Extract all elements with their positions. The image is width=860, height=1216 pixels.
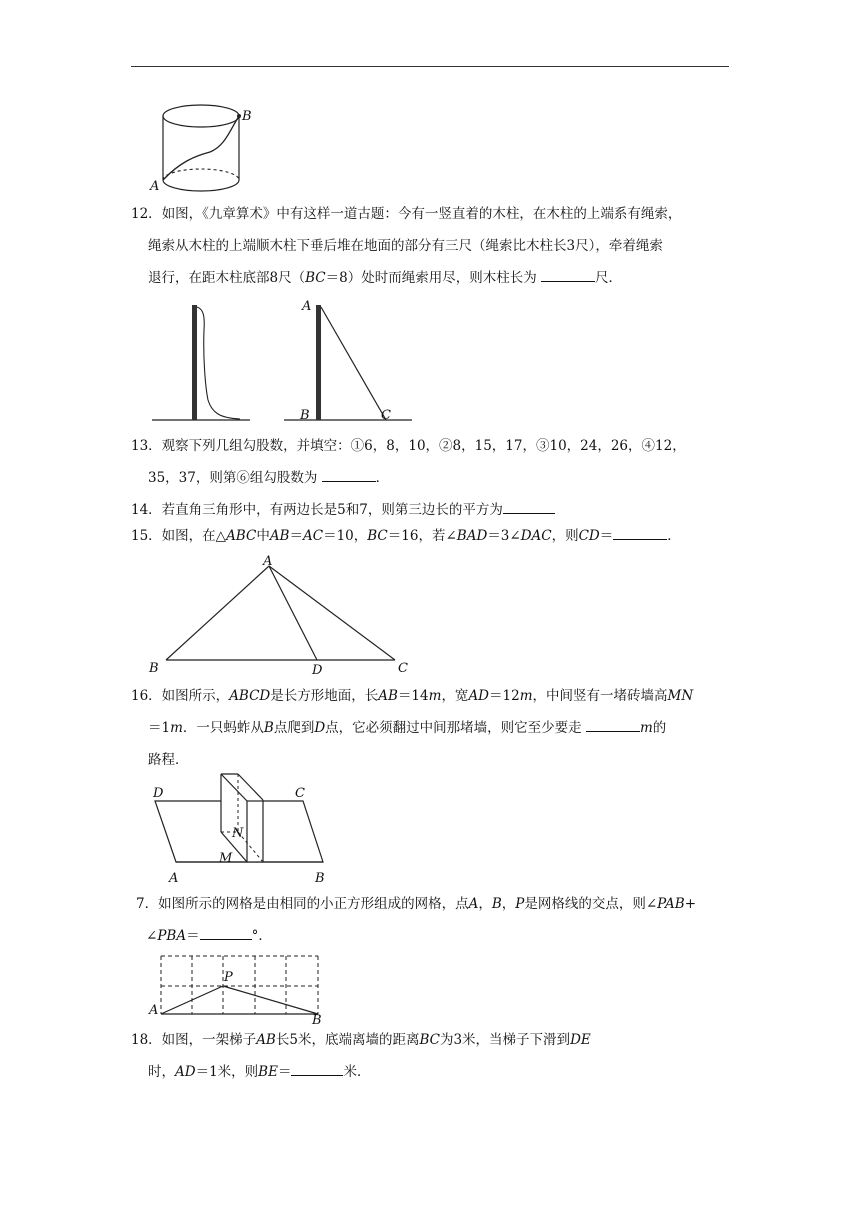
q17-var-pba: PBA: [157, 928, 187, 944]
triangle-figure: [145, 552, 415, 677]
q18-text-b: 长5米，底端离墙的距离: [275, 1032, 420, 1048]
wall-figure: [145, 770, 345, 888]
triangle-label-c: C: [398, 661, 408, 676]
q12-unit: 尺．: [595, 270, 622, 286]
q16-text-i: 点爬到: [273, 720, 315, 736]
question-12: [131, 198, 731, 294]
q12-number: 12．: [131, 206, 162, 222]
triangle-label-d: D: [312, 663, 323, 678]
q15-text-h: ＝: [599, 528, 614, 544]
q17-plus: +: [684, 896, 696, 912]
q16-text-d: ，宽: [441, 688, 469, 704]
q15-var-abc: ABC: [226, 528, 257, 544]
q15-var-bad: BAD: [456, 528, 488, 544]
q16-text-f: ，中间竖有一堵砖墙高: [532, 688, 668, 704]
q17-var-pab: PAB: [657, 896, 685, 912]
header-rule: [131, 66, 729, 67]
q16-text-g: ＝1: [148, 720, 171, 736]
q18-unit: 米．: [343, 1064, 371, 1080]
q15-text-d: ＝10，: [323, 528, 368, 544]
wall-label-b: B: [315, 871, 325, 886]
q16-var-d: D: [314, 720, 326, 736]
q15-var-bc: BC: [367, 528, 388, 544]
q17-var-a: A: [468, 896, 479, 912]
wall-label-d: D: [153, 786, 164, 801]
pole-label-c: C: [381, 408, 391, 423]
q17-comma-1: ，: [478, 896, 492, 912]
pole-figure: [150, 295, 420, 425]
q18-text-e: ＝1米，则: [195, 1064, 259, 1080]
pole-label-a: A: [302, 299, 312, 314]
q16-text-j: 点，它必须翻过中间那堵墙，则它至少要走: [325, 720, 586, 736]
q16-unit-m1: m: [428, 688, 442, 704]
q17-equals: ＝: [186, 928, 200, 944]
q15-answer-blank[interactable]: [613, 525, 667, 540]
q18-text-a: 18．如图，一架梯子: [131, 1032, 257, 1048]
q16-unit-m4: m: [639, 720, 653, 736]
q16-answer-blank[interactable]: [586, 717, 640, 732]
question-13: [131, 430, 731, 494]
cylinder-label-a: A: [150, 179, 160, 194]
q16-text-h: ．一只蚂蚱从: [182, 720, 264, 736]
q17-var-b: B: [491, 896, 502, 912]
q12-text-line2: 绳索从木柱的上端顺木柱下垂后堆在地面的部分有三尺（绳索比木柱长3尺），牵着绳索: [148, 238, 663, 254]
q17-angle: ∠: [146, 928, 158, 944]
q15-period: ．: [667, 528, 681, 544]
question-18: [131, 1024, 731, 1088]
q15-var-dac: DAC: [520, 528, 552, 544]
q13-period: ．: [375, 470, 390, 486]
q18-text-c: 为3米，当梯子下滑到: [439, 1032, 571, 1048]
q15-text-b: 中: [256, 528, 270, 544]
q16-var-ab: AB: [378, 688, 398, 704]
grid-label-a: A: [149, 1003, 159, 1018]
q16-text-c: ＝14: [397, 688, 429, 704]
q17-text-a: 7．如图所示的网格是由相同的小正方形组成的网格，点: [136, 896, 469, 912]
q15-var-ab: AB: [269, 528, 290, 544]
q16-unit-m2: m: [519, 688, 533, 704]
q16-var-mn: MN: [667, 688, 694, 704]
q17-answer-blank[interactable]: [200, 925, 252, 940]
question-15: [131, 520, 731, 552]
q12-answer-blank[interactable]: [541, 267, 595, 282]
q13-answer-blank[interactable]: [322, 467, 376, 482]
q18-equals: ＝: [277, 1064, 292, 1080]
wall-label-a: A: [169, 871, 179, 886]
q18-answer-blank[interactable]: [291, 1061, 343, 1076]
q16-text-b: 是长方形地面，长: [270, 688, 379, 704]
q17-var-p: P: [515, 896, 525, 912]
q12-text-line3: 退行，在距木柱底部8尺（: [148, 270, 306, 286]
q18-var-bc: BC: [419, 1032, 440, 1048]
q15-text-f: ＝3∠: [487, 528, 521, 544]
q18-var-ad: AD: [175, 1064, 196, 1080]
wall-label-m: M: [219, 851, 233, 866]
q17-text-b: 是网格线的交点，则∠: [524, 896, 658, 912]
q18-var-be: BE: [258, 1064, 278, 1080]
q13-text-line2: 35，37，则第⑥组勾股数为: [148, 470, 322, 486]
q15-var-ac: AC: [302, 528, 324, 544]
q12-text-line1: 如图，《九章算术》中有这样一道古题：今有一竖直着的木柱，在木柱的上端系有绳索，: [161, 206, 682, 222]
question-17: [136, 888, 736, 952]
q15-text-a: 15．如图，在△: [131, 528, 227, 544]
q16-var-ad: AD: [468, 688, 490, 704]
q16-var-abcd: ABCD: [229, 688, 271, 704]
q16-var-b: B: [263, 720, 274, 736]
wall-label-n: N: [232, 826, 244, 841]
q16-text-k: 的: [652, 720, 667, 736]
q17-comma-2: ，: [501, 896, 516, 912]
q18-var-ab: AB: [256, 1032, 276, 1048]
wall-label-c: C: [295, 786, 305, 801]
cylinder-label-b: B: [242, 109, 252, 124]
cylinder-figure: [150, 100, 270, 195]
grid-figure: [145, 950, 335, 1028]
q18-text-d: 时，: [148, 1064, 175, 1080]
q16-text-e: ＝12: [489, 688, 520, 704]
q16-unit-m3: m: [170, 720, 183, 736]
q13-text-line1: 13．观察下列几组勾股数，并填空：①6，8，10，②8，15，17，③10，24，26，④12，: [131, 438, 686, 454]
q15-text-c: ＝: [289, 528, 303, 544]
q15-var-cd: CD: [578, 528, 600, 544]
pole-label-b: B: [300, 408, 310, 423]
triangle-label-a: A: [263, 554, 273, 569]
q15-text-g: ，则: [551, 528, 579, 544]
q14-answer-blank[interactable]: [503, 499, 555, 514]
q12-text-line3-b: ＝8）处时而绳索用尽，则木柱长为: [325, 270, 541, 286]
triangle-label-b: B: [149, 661, 159, 676]
q12-var-bc: BC: [305, 270, 326, 286]
q16-text-a: 16．如图所示，: [131, 688, 230, 704]
q17-degree: °．: [251, 928, 272, 944]
q18-var-de: DE: [570, 1032, 591, 1048]
q14-text: 14．若直角三角形中，有两边长是5和7，则第三边长的平方为: [131, 502, 503, 518]
q16-text-line3: 路程．: [148, 752, 189, 768]
grid-label-b: B: [312, 1013, 322, 1028]
grid-label-p: P: [224, 970, 233, 985]
question-16: [131, 680, 731, 776]
q15-text-e: ＝16，若∠: [387, 528, 457, 544]
